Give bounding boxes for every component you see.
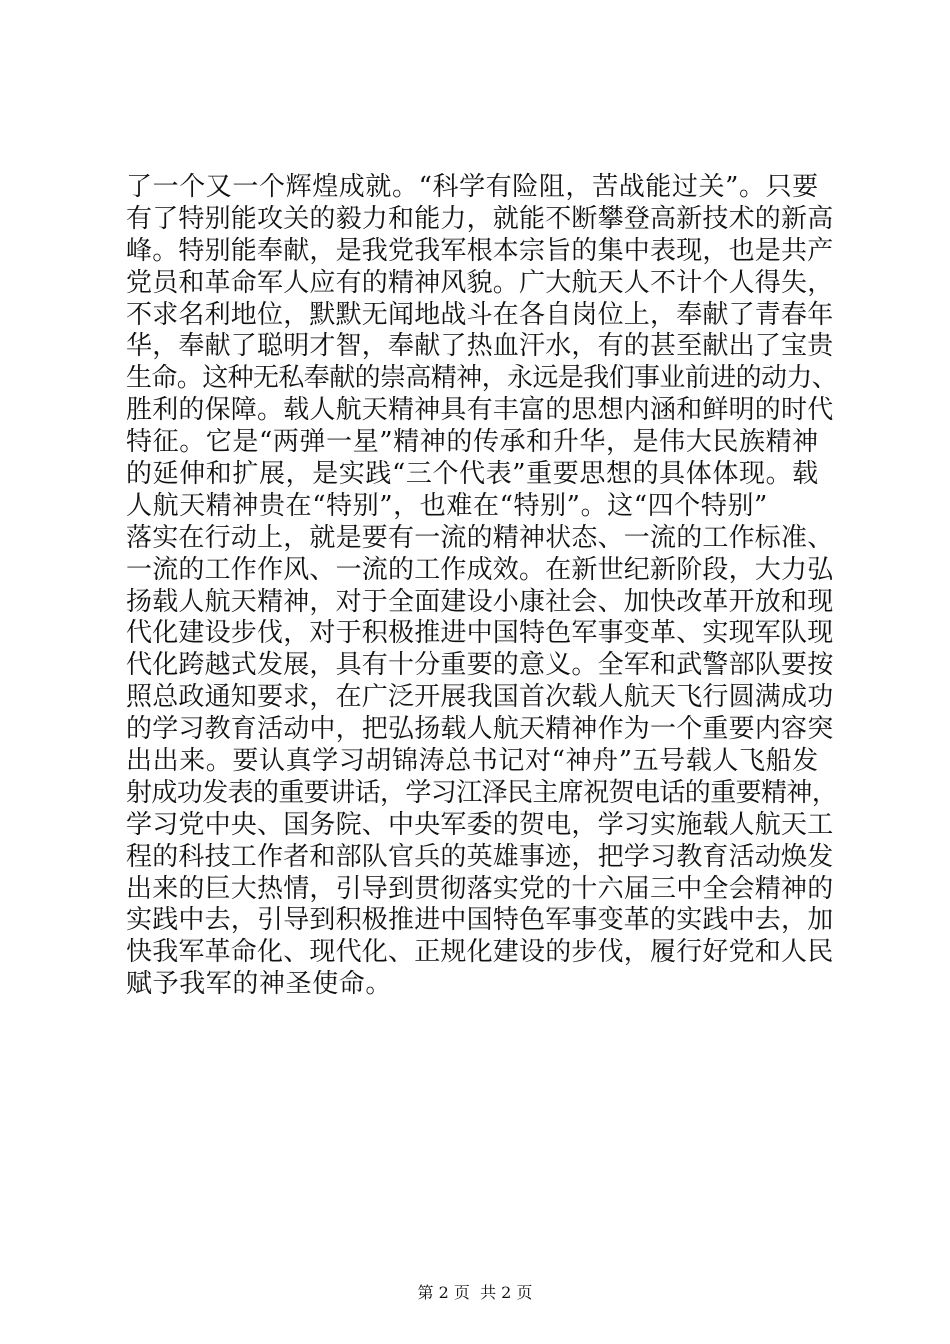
text-line: 程的科技工作者和部队官兵的英雄事迹，把学习教育活动焕发 xyxy=(126,841,834,872)
body-paragraph xyxy=(126,172,838,1001)
text-line: 有了特别能攻关的毅力和能力，就能不断攀登高新技术的新高 xyxy=(126,203,834,234)
text-line: 特征。它是“两弹一星”精神的传承和升华，是伟大民族精神 xyxy=(126,427,819,458)
text-line: 的学习教育活动中，把弘扬载人航天精神作为一个重要内容突 xyxy=(126,714,834,745)
text-line: 出出来。要认真学习胡锦涛总书记对“神舟”五号载人飞船发 xyxy=(126,746,819,777)
text-line: 学习党中央、国务院、中央军委的贺电，学习实施载人航天工 xyxy=(126,809,834,840)
text-line: 快我军革命化、现代化、正规化建设的步伐，履行好党和人民 xyxy=(126,937,834,968)
text-line: 代化跨越式发展，具有十分重要的意义。全军和武警部队要按 xyxy=(126,650,834,681)
text-line: 落实在行动上，就是要有一流的精神状态、一流的工作标准、 xyxy=(126,522,834,553)
text-line: 出来的巨大热情，引导到贯彻落实党的十六届三中全会精神的 xyxy=(126,873,834,904)
text-line: 党员和革命军人应有的精神风貌。广大航天人不计个人得失， xyxy=(126,267,834,298)
text-line: 生命。这种无私奉献的崇高精神，永远是我们事业前进的动力、 xyxy=(126,363,838,394)
text-line: 的延伸和扩展，是实践“三个代表”重要思想的具体体现。载 xyxy=(126,459,819,490)
text-line: 峰。特别能奉献，是我党我军根本宗旨的集中表现，也是共产 xyxy=(126,235,834,266)
text-line: 不求名利地位，默默无闻地战斗在各自岗位上，奉献了青春年 xyxy=(126,299,834,330)
text-line: 赋予我军的神圣使命。 xyxy=(126,969,393,1000)
text-line: 胜利的保障。载人航天精神具有丰富的思想内涵和鲜明的时代 xyxy=(126,395,834,426)
text-line: 扬载人航天精神，对于全面建设小康社会、加快改革开放和现 xyxy=(126,586,834,617)
text-line: 代化建设步伐，对于积极推进中国特色军事变革、实现军队现 xyxy=(126,618,834,649)
text-line: 实践中去，引导到积极推进中国特色军事变革的实践中去，加 xyxy=(126,905,834,936)
text-line: 射成功发表的重要讲话，学习江泽民主席祝贺电话的重要精神， xyxy=(126,777,838,808)
text-line: 一流的工作作风、一流的工作成效。在新世纪新阶段，大力弘 xyxy=(126,554,834,585)
text-line: 了一个又一个辉煌成就。“科学有险阻，苦战能过关”。只要 xyxy=(126,172,819,202)
page-number-footer: 第 2 页 共 2 页 xyxy=(417,1283,533,1302)
text-line: 人航天精神贵在“特别”，也难在“特别”。这“四个特别” xyxy=(126,490,768,521)
text-line: 华，奉献了聪明才智，奉献了热血汗水，有的甚至献出了宝贵 xyxy=(126,331,834,362)
text-line: 照总政通知要求，在广泛开展我国首次载人航天飞行圆满成功 xyxy=(126,682,834,713)
